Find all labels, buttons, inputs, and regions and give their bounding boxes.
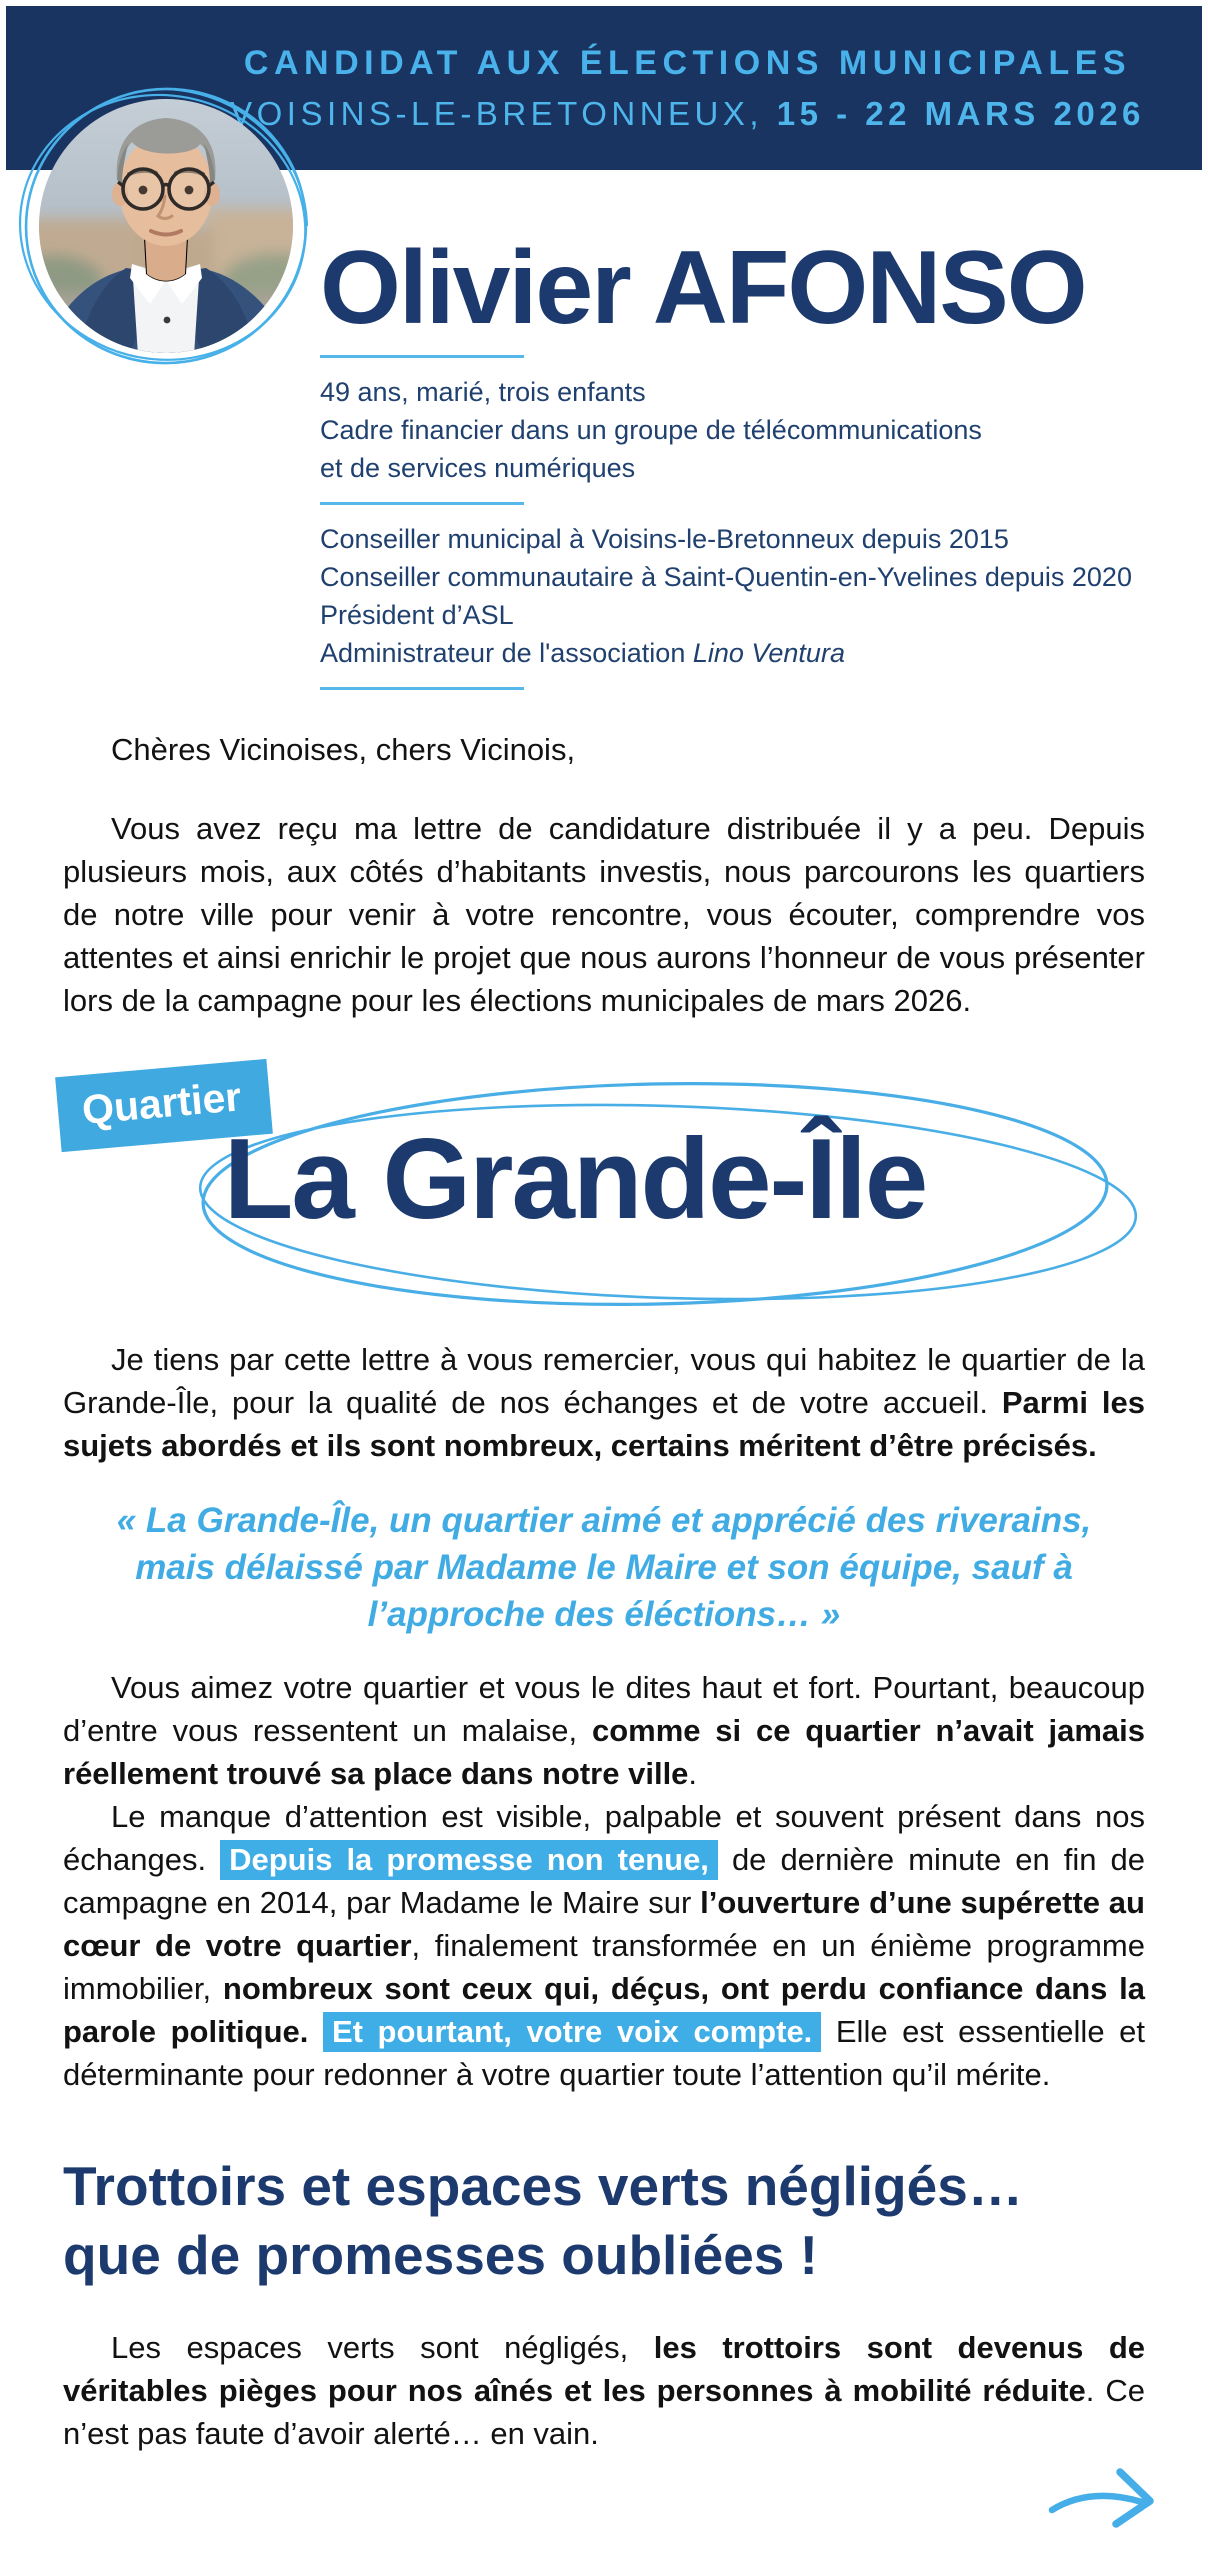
divider [320, 502, 524, 505]
divider [320, 687, 524, 690]
bio-line: Administrateur de l'association Lino Ventura [320, 638, 845, 668]
candidate-name: Olivier AFONSO [320, 230, 1086, 346]
candidate-identity [320, 230, 1132, 705]
candidate-photo [14, 68, 320, 386]
letter-body [63, 1338, 1145, 2455]
bio-line: Conseiller communautaire à Saint-Quentin-en-Yvelines depuis 2020 [320, 562, 1132, 592]
section-title-block [0, 1066, 1208, 1328]
paragraph-4: Le manque d’attention est visible, palpable et souvent présent dans nos échanges. Depuis la promesse non tenue, de dernière minute en fin de campagne en 2014, par Madame le Maire sur l’ouverture d’une supérette au cœur de votre quartier, finalement transformée en un énième programme immobilier, nombreux sont ceux qui, déçus, ont perdu confiance dans la parole politique. Et pourtant, votre voix compte. Elle est essentielle et déterminante pour redonner à votre quartier toute l’attention qu’il mérite. [63, 1799, 1145, 2092]
banner-city: VOISINS-LE-BRETONNEUX, [230, 94, 777, 132]
bio-line: Conseiller municipal à Voisins-le-Bretonneux depuis 2015 [320, 524, 1009, 554]
banner-title: CANDIDAT AUX ÉLECTIONS MUNICIPALES [243, 43, 1132, 82]
divider [320, 355, 524, 358]
bio-line: 49 ans, marié, trois enfants [320, 377, 646, 407]
paragraph-3: Vous aimez votre quartier et vous le dites haut et fort. Pourtant, beaucoup d’entre vous ressentent un malaise, comme si ce quartier n’avait jamais réellement trouvé sa place dans notre ville. [63, 1670, 1145, 1791]
paragraph-1: Vous avez reçu ma lettre de candidature distribuée il y a peu. Depuis plusieurs mois, aux côtés d’habitants investis, nous parcourons les quartiers de notre ville pour venir à votre rencontre, vous écouter, comprendre vos attentes et ainsi enrichir le projet que nous aurons l’honneur de vous présenter lors de la campagne pour les élections municipales de mars 2026. [63, 811, 1145, 1018]
quartier-badge: Quartier [55, 1059, 272, 1152]
section-title: La Grande-Île [223, 1116, 927, 1243]
arrow-icon [1046, 2458, 1164, 2540]
paragraph-2: Je tiens par cette lettre à vous remercier, vous qui habitez le quartier de la Grande-Île, pour la qualité de nos échanges et de votre accueil. Parmi les sujets abordés et ils sont nombreux, certains méritent d’être précisés. [63, 1342, 1146, 1463]
letter-intro [63, 728, 1145, 1022]
highlight-promesse: Depuis la promesse non tenue, [220, 1840, 718, 1880]
bio-line: Cadre financier dans un groupe de télécommunications [320, 415, 982, 445]
banner-subtitle [230, 95, 1145, 133]
letter-greeting: Chères Vicinoises, chers Vicinois, [111, 732, 576, 767]
highlight-voix-compte: Et pourtant, votre voix compte. [323, 2012, 821, 2052]
bio-line: et de services numériques [320, 453, 636, 483]
bio-line: Président d’ASL [320, 600, 514, 630]
candidate-photo-image [14, 68, 320, 386]
pull-quote: « La Grande-Île, un quartier aimé et apprécié des riverains, mais délaissé par Madame le Maire et son équipe, sauf à l’approche des éléctions… » [116, 1501, 1092, 1634]
paragraph-5: Les espaces verts sont négligés, les trottoirs sont devenus de véritables pièges pour nos aînés et les personnes à mobilité réduite. Ce n’est pas faute d’avoir alerté… en vain. [63, 2330, 1145, 2451]
section-heading: Trottoirs et espaces verts négligés… que de promesses oubliées ! [63, 2155, 1023, 2286]
banner-dates: 15 - 22 MARS 2026 [776, 94, 1145, 132]
